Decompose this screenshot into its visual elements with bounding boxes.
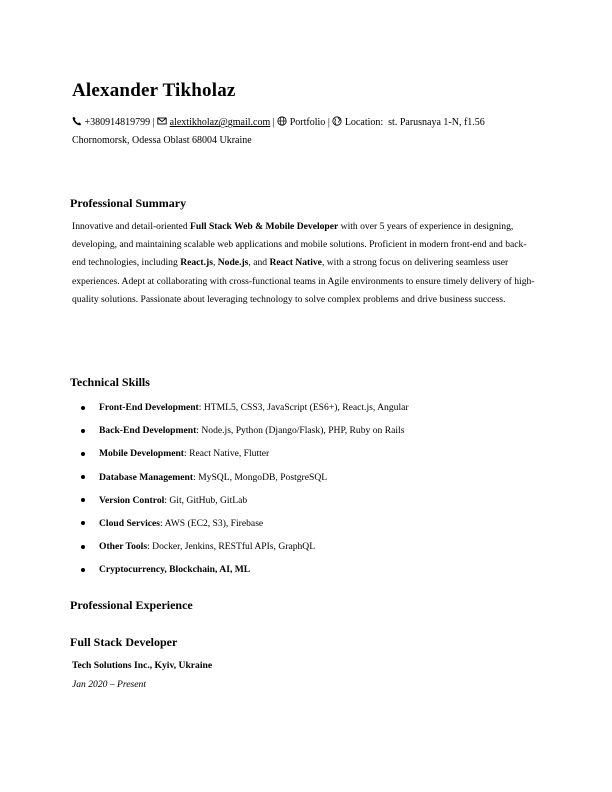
- contact-line: +380914819799 | alextikholaz@gmail.com | Portfolio | Location: st. Parusnaya 1-N, f1.56 Chornomorsk, Odessa Oblast 68004 Ukraine: [72, 117, 485, 146]
- skills-heading: Technical Skills: [70, 375, 150, 389]
- job-dates: Jan 2020 – Present: [72, 679, 146, 690]
- list-item: Front-End Development: HTML5, CSS3, JavaScript (ES6+), React.js, Angular: [80, 396, 409, 419]
- summary-text: Innovative and detail-oriented Full Stack Web & Mobile Developer with over 5 years of experience in designing, developing, and maintaining scalable web applications and mobile solutions. Proficient in modern front-end and back-end technologies, including React.js, Node.js, and React Native, with a strong focus on delivering seamless user experiences. Adept at collaborating with cross-functional teams in Agile environments to ensure timely delivery of high-quality solutions. Passionate about leveraging technology to solve complex problems and drive business success.: [72, 221, 535, 305]
- phone-number: +380914819799: [84, 117, 151, 128]
- list-item: Database Management: MySQL, MongoDB, PostgreSQL: [80, 466, 409, 489]
- globe-icon: [277, 116, 287, 126]
- list-item: Cryptocurrency, Blockchain, AI, ML: [80, 558, 409, 581]
- location-label: Location:: [344, 117, 384, 128]
- skills-list: [80, 396, 409, 582]
- portfolio-link[interactable]: Portfolio: [289, 117, 326, 128]
- job-title: Full Stack Developer: [70, 635, 178, 649]
- candidate-name: Alexander Tikholaz: [72, 80, 236, 101]
- phone-icon: [72, 116, 82, 126]
- list-item: Back-End Development: Node.js, Python (Django/Flask), PHP, Ruby on Rails: [80, 419, 409, 442]
- experience-heading: Professional Experience: [70, 598, 193, 612]
- address: st. Parusnaya 1-N, f1.56 Chornomorsk, Odessa Oblast 68004 Ukraine: [72, 117, 485, 146]
- location-globe-icon: [332, 116, 342, 126]
- list-item: Cloud Services: AWS (EC2, S3), Firebase: [80, 512, 409, 535]
- list-item: Other Tools: Docker, Jenkins, RESTful APIs, GraphQL: [80, 535, 409, 558]
- mail-icon: [157, 116, 167, 126]
- list-item: Mobile Development: React Native, Flutter: [80, 442, 409, 465]
- email-link[interactable]: alextikholaz@gmail.com: [169, 117, 271, 128]
- list-item: Version Control: Git, GitHub, GitLab: [80, 489, 409, 512]
- summary-heading: Professional Summary: [70, 196, 187, 210]
- company: Tech Solutions Inc., Kyiv, Ukraine: [72, 660, 213, 671]
